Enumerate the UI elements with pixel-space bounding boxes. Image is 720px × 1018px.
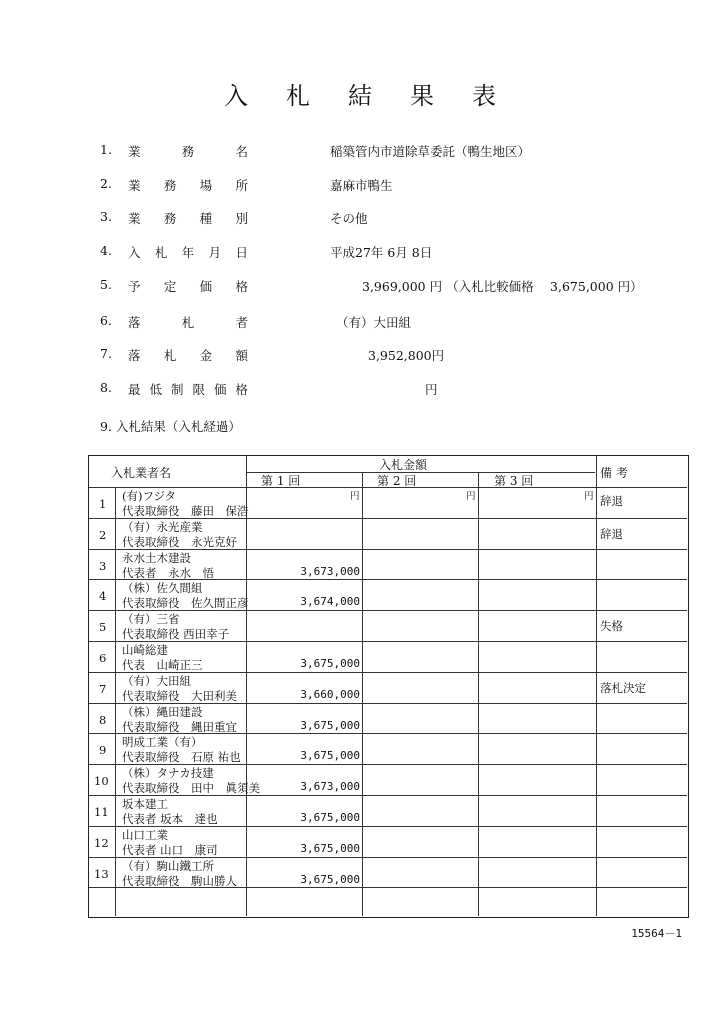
- bidder-company: 永水土木建設: [122, 550, 191, 565]
- row-rule: [89, 826, 687, 827]
- column-rule: [362, 472, 363, 916]
- bidder-company: （有）三省: [122, 612, 180, 627]
- header-note: 備 考: [600, 466, 628, 480]
- field-number: 8.: [100, 380, 112, 395]
- column-rule: [596, 456, 597, 916]
- bidder-representative: 代表取締役 駒山勝人: [122, 873, 237, 888]
- field-value: （有）大田組: [336, 315, 412, 330]
- header-bid-amount: 入札金額: [379, 458, 428, 472]
- field-value: 稲築管内市道除草委託（鴨生地区）: [330, 144, 531, 159]
- bidder-company: （有）駒山鐵工所: [122, 858, 214, 873]
- result-heading: 9. 入札結果（入札経過）: [100, 419, 241, 434]
- bidder-representative: 代表取締役 縄田重宜: [122, 719, 237, 734]
- row-number: 3: [99, 558, 107, 573]
- field-value: その他: [330, 211, 368, 226]
- round-1-amount: 3,673,000: [300, 780, 360, 794]
- bidder-company: 明成工業（有）: [122, 735, 203, 750]
- bidder-representative: 代表取締役 田中 眞須美: [122, 781, 260, 796]
- field-number: 3.: [100, 209, 112, 224]
- column-rule: [115, 487, 116, 916]
- field-value: 平成27年 6月 8日: [330, 245, 433, 260]
- bidder-company: 山崎総建: [122, 643, 168, 657]
- bidder-company: (有)フジタ: [122, 489, 177, 503]
- field-label: 業 務 名: [128, 144, 248, 159]
- row-number: 5: [99, 620, 107, 635]
- field-label: 予 定 価 格: [128, 279, 248, 294]
- bidder-representative: 代表 山崎正三: [122, 658, 203, 672]
- round-1-amount: 3,673,000: [300, 564, 360, 578]
- row-number: 6: [99, 651, 107, 665]
- bid-note: 落札決定: [600, 680, 646, 695]
- field-value: 3,952,800円: [368, 348, 445, 363]
- bid-note: 辞退: [600, 494, 623, 508]
- bidder-company: （株）佐久間組: [122, 581, 203, 596]
- header-round-3: 第 3 回: [494, 474, 534, 488]
- bidder-representative: 代表取締役 永光克好: [122, 534, 237, 549]
- row-number: 13: [94, 866, 109, 881]
- round-1-amount: 3,674,000: [300, 595, 360, 609]
- row-rule: [89, 641, 687, 642]
- field-label: 入 札 年 月 日: [128, 245, 248, 260]
- row-number: 9: [99, 743, 107, 758]
- round-1-amount: 3,675,000: [300, 872, 360, 886]
- bid-results-table: [88, 455, 689, 918]
- round-1-amount: 3,675,000: [300, 841, 360, 855]
- field-value: 3,969,000 円 （入札比較価格 3,675,000 円）: [362, 279, 643, 294]
- row-number: 2: [99, 527, 107, 542]
- bidder-representative: 代表取締役 石原 祐也: [122, 750, 241, 765]
- row-number: 11: [94, 805, 109, 819]
- bidder-company: （有）大田組: [122, 673, 191, 688]
- row-number: 10: [94, 774, 109, 789]
- yen-unit: 円: [350, 491, 360, 502]
- field-label: 業 務 場 所: [128, 178, 248, 193]
- field-number: 7.: [100, 346, 112, 361]
- field-label: 最 低 制 限 価 格: [128, 382, 248, 397]
- field-value: 円: [425, 382, 438, 397]
- bidder-representative: 代表取締役 藤田 保浩: [122, 504, 249, 518]
- row-rule: [89, 887, 687, 888]
- bidder-representative: 代表者 坂本 達也: [122, 812, 218, 826]
- row-number: 12: [94, 835, 109, 850]
- round-1-amount: 3,660,000: [300, 687, 360, 701]
- yen-unit: 円: [584, 491, 594, 502]
- bidder-representative: 代表者 山口 康司: [122, 842, 218, 857]
- bid-note: 失格: [600, 619, 623, 634]
- field-label: 業 務 種 別: [128, 211, 248, 226]
- column-rule: [246, 456, 247, 916]
- bidder-company: （株）タナカ技建: [122, 766, 214, 781]
- field-number: 5.: [100, 277, 112, 292]
- column-rule: [478, 472, 479, 916]
- field-value: 嘉麻市鴨生: [330, 178, 393, 193]
- field-number: 4.: [100, 243, 112, 258]
- row-rule: [89, 795, 687, 796]
- row-number: 8: [99, 712, 107, 727]
- field-label: 落 札 金 額: [128, 348, 248, 363]
- round-1-amount: 3,675,000: [300, 749, 360, 763]
- row-number: 4: [99, 589, 107, 604]
- bidder-representative: 代表取締役 佐久間正彦: [122, 596, 249, 611]
- round-1-amount: 3,675,000: [300, 811, 360, 824]
- field-number: 2.: [100, 176, 112, 191]
- bidder-company: （有）永光産業: [122, 519, 203, 534]
- bidder-representative: 代表者 永水 悟: [122, 565, 214, 580]
- round-1-amount: 3,675,000: [300, 718, 360, 732]
- bidder-representative: 代表取締役 大田利美: [122, 688, 237, 703]
- bidder-company: （株）縄田建設: [122, 704, 203, 719]
- header-round-2: 第 2 回: [377, 474, 417, 488]
- bid-note: 辞退: [600, 526, 623, 541]
- row-number: 1: [99, 497, 107, 511]
- bidder-representative: 代表取締役 西田幸子: [122, 627, 230, 642]
- bidder-company: 山口工業: [122, 827, 168, 842]
- row-number: 7: [99, 681, 107, 696]
- header-round-1: 第 1 回: [261, 474, 301, 488]
- field-label: 落 札 者: [128, 315, 248, 330]
- yen-unit: 円: [466, 491, 476, 502]
- round-1-amount: 3,675,000: [300, 657, 360, 670]
- header-bidder-name: 入札業者名: [111, 466, 172, 480]
- page-number: 15564－1: [631, 927, 682, 940]
- field-number: 1.: [100, 142, 112, 157]
- bidder-company: 坂本建工: [122, 797, 168, 811]
- field-number: 6.: [100, 313, 112, 328]
- document-title: 入札結果表: [224, 82, 534, 110]
